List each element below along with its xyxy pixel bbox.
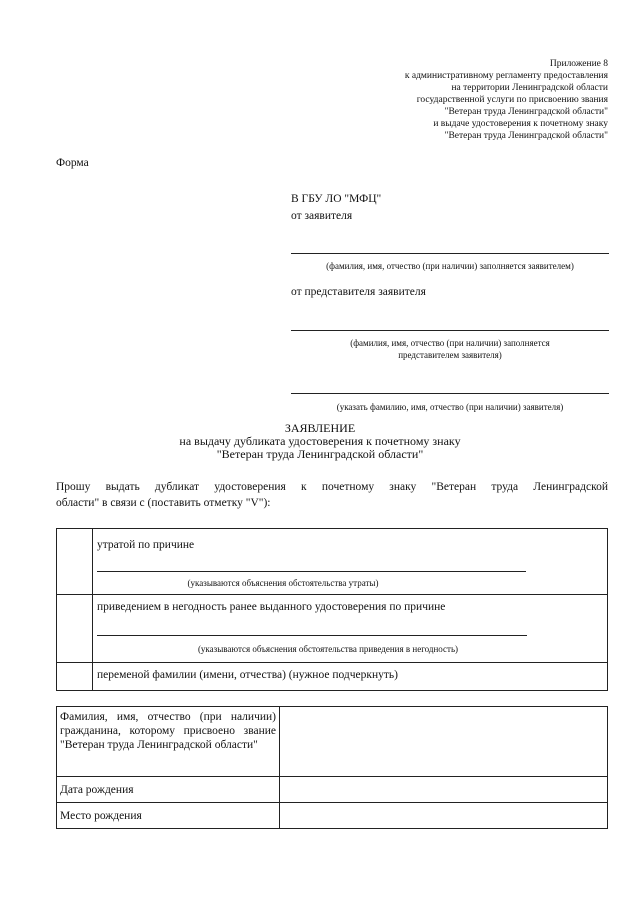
addressee-from-applicant: от заявителя	[291, 210, 353, 222]
document-title	[0, 422, 640, 461]
reason-checkbox[interactable]	[57, 529, 93, 595]
reason-explanation-field[interactable]	[97, 635, 527, 636]
info-label: Фамилия, имя, отчество (при наличии) гражданина, которому присвоено звание "Ветеран труда Ленинградской области"	[57, 707, 280, 777]
representative-name-hint	[300, 337, 600, 361]
title-line-1: на выдачу дубликата удостоверения к почетному знаку	[179, 434, 461, 448]
appendix-line: государственной услуги по присвоению звания	[416, 95, 608, 105]
addressee-from-representative: от представителя заявителя	[291, 286, 426, 298]
reason-row	[57, 529, 608, 595]
info-row	[57, 803, 608, 829]
reason-label: приведением в негодность ранее выданного удостоверения по причине	[97, 601, 446, 613]
appendix-line: и выдаче удостоверения к почетному знаку	[433, 119, 608, 129]
info-label: Место рождения	[57, 803, 280, 829]
appendix-line: на территории Ленинградской области	[451, 83, 608, 93]
applicant-name-hint: (фамилия, имя, отчество (при наличии) заполняется заявителем)	[326, 261, 574, 271]
reasons-table	[56, 528, 608, 691]
reason-checkbox[interactable]	[57, 663, 93, 691]
appendix-line: "Ветеран труда Ленинградской области"	[444, 107, 608, 117]
representative-hint-line-2: представителем заявителя)	[398, 350, 502, 360]
title-heading: ЗАЯВЛЕНИЕ	[284, 421, 356, 435]
representative-hint-line-1: (фамилия, имя, отчество (при наличии) заполняется	[350, 338, 550, 348]
info-label: Дата рождения	[57, 777, 280, 803]
info-value-field[interactable]	[280, 707, 608, 777]
title-line-2: "Ветеран труда Ленинградской области"	[216, 447, 424, 461]
representative-name-field[interactable]	[291, 330, 609, 331]
reason-cell	[93, 529, 608, 595]
reason-row	[57, 595, 608, 663]
reason-label: переменой фамилии (имени, отчества) (нужное подчеркнуть)	[97, 669, 398, 681]
appendix-line: Приложение 8	[549, 59, 608, 69]
addressee-to: В ГБУ ЛО "МФЦ"	[291, 193, 382, 205]
reason-hint: (указываются объяснения обстоятельства утраты)	[187, 578, 379, 588]
reason-cell	[93, 663, 608, 691]
reason-hint: (указываются объяснения обстоятельства приведения в негодность)	[197, 644, 459, 654]
appendix-line: "Ветеран труда Ленинградской области"	[444, 131, 608, 141]
appendix-line: к административному регламенту предоставления	[404, 71, 608, 81]
info-value-field[interactable]	[280, 777, 608, 803]
form-label: Форма	[56, 157, 89, 169]
info-value-field[interactable]	[280, 803, 608, 829]
appendix-header	[308, 58, 608, 142]
info-row	[57, 777, 608, 803]
reason-row	[57, 663, 608, 691]
info-row	[57, 707, 608, 777]
citizen-info-table	[56, 706, 608, 829]
applicant-name-field[interactable]	[291, 253, 609, 254]
reason-label: утратой по причине	[97, 539, 195, 551]
reason-cell	[93, 595, 608, 663]
applicant-surname-field[interactable]	[291, 393, 609, 394]
applicant-surname-hint: (указать фамилию, имя, отчество (при наличии) заявителя)	[336, 402, 564, 412]
request-line-2: области" в связи с (поставить отметку "V"):	[56, 497, 271, 509]
reason-checkbox[interactable]	[57, 595, 93, 663]
request-line-1: Прошу выдать дубликат удостоверения к почетному знаку "Ветеран труда Ленинградской	[56, 481, 608, 493]
reason-explanation-field[interactable]	[97, 571, 526, 572]
